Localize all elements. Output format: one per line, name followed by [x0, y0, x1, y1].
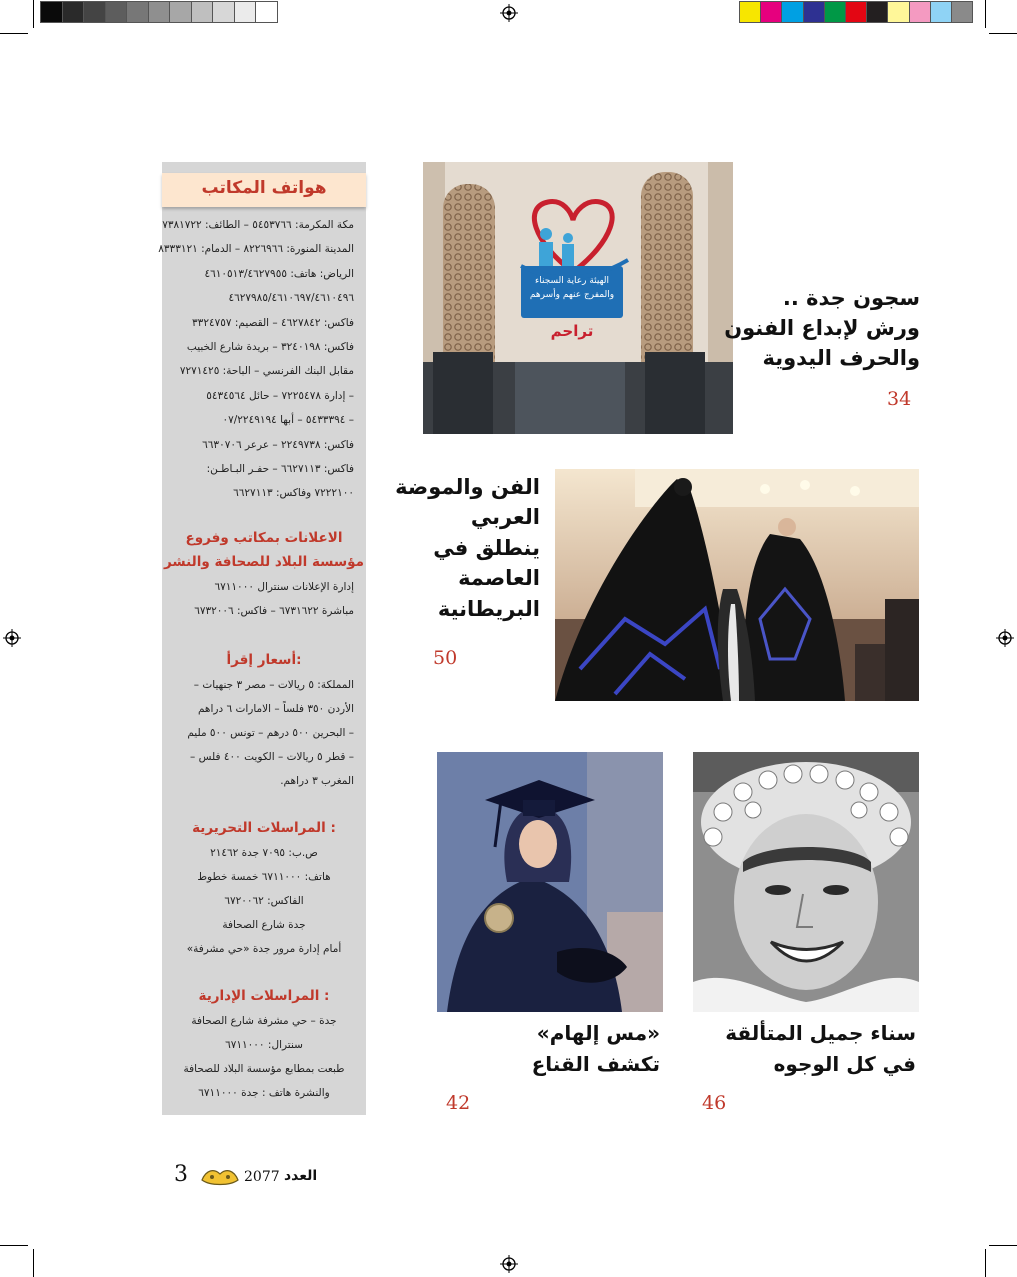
calibration-swatch: [910, 2, 930, 22]
admin-title: المراسلات الإدارية :: [198, 988, 330, 1004]
sidebar-text-line: – البحرين ٥٠٠ درهم – تونس ٥٠٠ مليم: [187, 727, 354, 739]
sidebar-text-line: مباشرة ٦٧٣١٦٢٢ – فاكس: ٦٧٣٢٠٠٦: [194, 604, 354, 617]
story-4-page: 42: [446, 1092, 471, 1114]
actress-portrait-photo: [693, 752, 919, 1012]
crop-mark: [0, 1245, 28, 1246]
sidebar-text-line: جدة – حي مشرفة شارع الصحافة: [191, 1015, 337, 1027]
calibration-swatch: [192, 2, 213, 22]
calibration-swatch: [888, 2, 908, 22]
sidebar-text-line: جدة شارع الصحافة: [222, 919, 306, 931]
calibration-swatch: [782, 2, 802, 22]
crop-mark: [985, 0, 986, 28]
headline-line: «مس إلهام»: [536, 1021, 660, 1045]
story-3-headline: [686, 1018, 916, 1080]
sidebar-text-line: الفاكس: ٦٧٢٠٠٦٢: [224, 895, 304, 907]
calibration-swatch: [106, 2, 127, 22]
registration-mark-icon: [3, 629, 21, 647]
calibration-swatch: [804, 2, 824, 22]
calibration-swatch: [931, 2, 951, 22]
calibration-swatch: [952, 2, 972, 22]
calibration-swatch: [867, 2, 887, 22]
sidebar-text-line: – ٥٤٣٣٣٩٤ – أبها ٠٧/٢٢٤٩١٩٤: [222, 414, 354, 427]
sidebar-text-line: سنترال: ٦٧١١٠٠٠: [225, 1039, 303, 1051]
offices-title: هواتف المكاتب: [201, 178, 327, 198]
sidebar-text-line: إدارة الإعلانات سنترال ٦٧١١٠٠٠: [214, 581, 354, 593]
crop-mark: [989, 1245, 1017, 1246]
calibration-swatch: [761, 2, 781, 22]
registration-mark-icon: [500, 4, 518, 22]
editorial-title: المراسلات التحريرية :: [192, 820, 336, 836]
story-1-headline: [660, 284, 920, 373]
sidebar-text-line: طبعت بمطابع مؤسسة البلاد للصحافة: [183, 1063, 345, 1075]
story-2-headline: [380, 472, 540, 624]
crop-mark: [33, 1249, 34, 1277]
sidebar-text-line: فاكس: ٦٦٢٧١١٣ – حفـر البـاطـن:: [206, 463, 354, 475]
headline-line: في كل الوجوه: [773, 1052, 916, 1076]
sidebar-text-line: – إدارة ٧٢٢٥٤٧٨ – حائل ٥٤٣٤٥٦٤: [206, 389, 354, 402]
contacts-sidebar: [158, 162, 366, 1115]
prices-title: أسعار إقرأ:: [226, 652, 302, 668]
issue-label: العدد: [284, 1168, 318, 1184]
sidebar-text-line: هاتف: ٦٧١١٠٠٠ خمسة خطوط: [197, 871, 331, 883]
registration-mark-icon: [500, 1255, 518, 1273]
crop-mark: [989, 33, 1017, 34]
calibration-swatch: [740, 2, 760, 22]
calibration-swatch: [63, 2, 84, 22]
story-1-page: 34: [887, 388, 912, 410]
story-3-page: 46: [702, 1092, 727, 1114]
headline-line: البريطانية: [437, 596, 540, 621]
headline-line: ينطلق في: [433, 535, 540, 560]
sidebar-text-line: المغرب ٣ دراهم.: [280, 775, 354, 787]
sidebar-text-line: فاكس: ٤٦٢٧٨٤٢ – القصيم: ٣٣٢٤٧٥٧: [192, 316, 354, 329]
page-number: 3: [174, 1162, 188, 1187]
calibration-swatch: [825, 2, 845, 22]
calibration-swatch: [41, 2, 62, 22]
sidebar-text-line: فاكس: ٢٢٤٩٧٣٨ – عرعر ٦٦٣٠٧٠٦: [202, 438, 354, 451]
sidebar-text-line: مكة المكرمة: ٥٤٥٣٧٦٦ – الطائف: ٧٣٨١٧٢٢: [162, 219, 354, 231]
crop-mark: [33, 0, 34, 28]
runway-photo: [555, 469, 919, 701]
sign-text-line-1: الهيئة رعاية السجناء: [535, 276, 609, 286]
registration-mark-icon: [996, 629, 1014, 647]
ads-title-line-1: الاعلانات بمكاتب وفروع: [185, 530, 343, 546]
graduate-photo: [437, 752, 663, 1012]
magazine-logo-icon: [200, 1166, 240, 1188]
ads-title-line-2: مؤسسة البلاد للصحافة والنشر: [164, 554, 364, 570]
calibration-swatch: [170, 2, 191, 22]
headline-line: والحرف اليدوية: [762, 345, 920, 370]
sign-text-line-2: والمفرج عنهم وأسرهم: [529, 290, 615, 300]
sidebar-text-line: أمام إدارة مرور جدة «حي مشرفة»: [186, 943, 342, 955]
sidebar-text-line: المملكة: ٥ ريالات – مصر ٣ جنهيات –: [193, 679, 354, 691]
sidebar-text-line: الرياض: هاتف: ٤٦١٠٥١٣/٤٦٢٧٩٥٥: [204, 267, 354, 280]
headline-line: سناء جميل المتألقة: [725, 1021, 916, 1045]
headline-line: الفن والموضة: [395, 475, 540, 499]
sign-word: تراحم: [550, 322, 594, 340]
headline-line: العاصمة: [458, 566, 540, 591]
issue-number: 2077: [244, 1169, 280, 1185]
sidebar-text-line: – قطر ٥ ريالات – الكويت ٤٠٠ فلس –: [190, 751, 354, 763]
story-2-page: 50: [433, 647, 458, 669]
calibration-swatch: [127, 2, 148, 22]
footer: [172, 1162, 332, 1192]
story-4-headline: [460, 1018, 660, 1080]
calibration-swatch: [149, 2, 170, 22]
headline-line: تكشف القناع: [531, 1052, 660, 1076]
sidebar-text-line: والنشرة هاتف : جدة ٦٧١١٠٠٠: [198, 1087, 330, 1099]
headline-line: ورش لإبداع الفنون: [724, 315, 920, 340]
calibration-swatch: [846, 2, 866, 22]
crop-mark: [0, 33, 28, 34]
headline-line: سجون جدة ..: [782, 286, 920, 310]
sidebar-text-line: الأردن ٣٥٠ فلساً – الامارات ٦ دراهم: [197, 703, 354, 715]
sidebar-text-line: ٤٦٢٧٩٨٥/٤٦١٠٦٩٧/٤٦١٠٤٩٦: [228, 292, 354, 305]
calibration-swatch: [84, 2, 105, 22]
sidebar-text-line: ٧٢٢٢١٠٠ وفاكس: ٦٦٢٧١١٣: [233, 487, 354, 500]
headline-line: العربي: [470, 505, 540, 530]
sidebar-text-line: المدينة المنورة: ٨٢٢٦٩٦٦ – الدمام: ٨٣٣٣١٢١: [158, 243, 354, 256]
calibration-swatch: [213, 2, 234, 22]
sidebar-text-line: فاكس: ٣٢٤٠١٩٨ – بريدة شارع الخبيب: [186, 341, 354, 353]
calibration-swatch: [235, 2, 256, 22]
sidebar-text-line: ص.ب: ٧٠٩٥ جدة ٢١٤٦٢: [210, 847, 318, 859]
crop-mark: [985, 1249, 986, 1277]
sidebar-text-line: مقابل البنك الفرنسي – الباحة: ٧٢٧١٤٢٥: [179, 365, 354, 378]
calibration-swatch: [256, 2, 277, 22]
